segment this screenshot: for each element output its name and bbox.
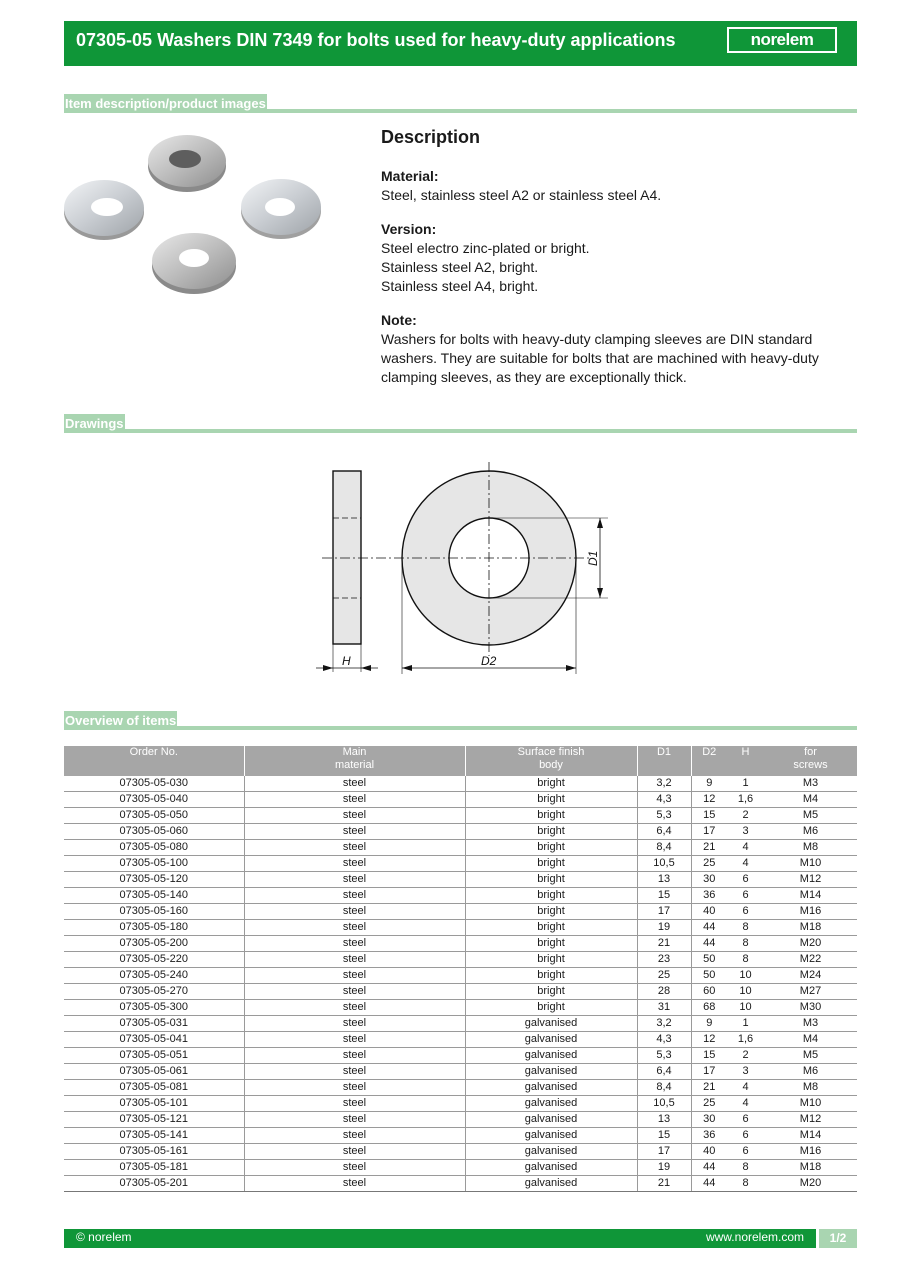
table-cell: steel [244,952,465,968]
table-cell: M5 [764,808,857,824]
table-cell: 9 [691,1016,727,1032]
table-cell: steel [244,1000,465,1016]
table-cell: M14 [764,1128,857,1144]
table-row [64,1000,857,1016]
description-block [381,128,859,402]
table-cell: 07305-05-061 [64,1064,244,1080]
footer-url[interactable]: www.norelem.com [705,1230,804,1244]
table-cell: 10,5 [637,856,691,872]
table-cell: 4,3 [637,792,691,808]
table-cell: bright [465,792,637,808]
table-cell: galvanised [465,1048,637,1064]
table-cell: M12 [764,872,857,888]
page-number: 1/2 [819,1229,857,1248]
table-cell: 07305-05-140 [64,888,244,904]
table-cell: 15 [637,888,691,904]
table-cell: M4 [764,792,857,808]
table-cell: 50 [691,952,727,968]
table-cell: steel [244,904,465,920]
table-row [64,1080,857,1096]
table-row [64,1160,857,1176]
table-cell: M6 [764,824,857,840]
section-overview [64,708,857,730]
table-cell: 2 [727,1048,764,1064]
table-cell: 15 [637,1128,691,1144]
table-cell: 07305-05-121 [64,1112,244,1128]
table-cell: 07305-05-300 [64,1000,244,1016]
section-label: Overview of items [65,713,177,728]
table-cell: 44 [691,936,727,952]
table-cell: steel [244,1144,465,1160]
items-table [64,746,857,1192]
table-row [64,984,857,1000]
table-cell: steel [244,1176,465,1192]
table-row [64,1176,857,1192]
table-cell: M22 [764,952,857,968]
table-header-row [64,746,857,776]
table-cell: 10 [727,1000,764,1016]
table-cell: 4 [727,1096,764,1112]
washers-product-image [64,128,324,298]
table-cell: 3,2 [637,776,691,792]
table-cell: bright [465,856,637,872]
table-cell: 44 [691,1160,727,1176]
table-cell: 1 [727,776,764,792]
footer-bar [64,1229,816,1248]
dimension-label-h: H [342,654,351,668]
table-cell: 3 [727,824,764,840]
table-row [64,952,857,968]
table-cell: galvanised [465,1128,637,1144]
table-row [64,936,857,952]
section-images [64,91,857,113]
table-cell: M14 [764,888,857,904]
table-cell: M20 [764,936,857,952]
table-cell: galvanised [465,1112,637,1128]
table-cell: 9 [691,776,727,792]
table-cell: M4 [764,1032,857,1048]
table-cell: galvanised [465,1160,637,1176]
header-for-screws: for screws [764,746,857,776]
table-cell: 8 [727,920,764,936]
table-cell: M18 [764,1160,857,1176]
table-cell: 30 [691,1112,727,1128]
table-cell: bright [465,872,637,888]
header-order-no: Order No. [64,746,244,776]
table-cell: 07305-05-051 [64,1048,244,1064]
table-cell: 5,3 [637,1048,691,1064]
note-text: Washers for bolts with heavy-duty clamping sleeves are DIN standard washers. They are suitable for bolts that are machined with heavy-duty clamping sleeves, as they are exceptionally thick. [381,331,819,385]
table-cell: 44 [691,920,727,936]
page-title: 07305-05 Washers DIN 7349 for bolts used for heavy-duty applications [76,30,676,50]
table-row [64,1048,857,1064]
table-cell: 6 [727,1144,764,1160]
side-view-rect [333,471,361,644]
table-cell: 6,4 [637,1064,691,1080]
table-cell: 8 [727,952,764,968]
table-cell: 10,5 [637,1096,691,1112]
table-cell: 4 [727,840,764,856]
header-d2: D2 [691,746,727,776]
table-cell: 13 [637,872,691,888]
table-cell: 19 [637,1160,691,1176]
version-line: Steel electro zinc-plated or bright. [381,240,590,256]
table-cell: 68 [691,1000,727,1016]
table-cell: 13 [637,1112,691,1128]
table-cell: bright [465,888,637,904]
table-cell: 21 [691,840,727,856]
table-cell: 07305-05-100 [64,856,244,872]
version-line: Stainless steel A2, bright. [381,259,539,275]
table-cell: steel [244,1096,465,1112]
table-row [64,968,857,984]
table-cell: 15 [691,808,727,824]
table-cell: 07305-05-181 [64,1160,244,1176]
table-cell: 17 [637,1144,691,1160]
table-cell: 60 [691,984,727,1000]
table-row [64,1144,857,1160]
table-cell: galvanised [465,1080,637,1096]
table-row [64,872,857,888]
table-row [64,1016,857,1032]
table-cell: 5,3 [637,808,691,824]
table-cell: 12 [691,792,727,808]
section-bar [64,429,857,433]
section-label: Drawings [65,416,124,431]
section-label: Item description/product images [65,96,266,111]
table-cell: 50 [691,968,727,984]
footer-copyright: © norelem [76,1230,132,1244]
header-main-material: Main material [244,746,465,776]
table-cell: 44 [691,1176,727,1192]
table-cell: 07305-05-080 [64,840,244,856]
table-row [64,920,857,936]
table-cell: M20 [764,1176,857,1192]
description-heading: Description [381,127,481,147]
washer-top [148,135,226,192]
table-cell: M24 [764,968,857,984]
table-cell: bright [465,808,637,824]
table-cell: 07305-05-040 [64,792,244,808]
table-cell: 21 [637,1176,691,1192]
table-cell: 4 [727,1080,764,1096]
table-cell: 17 [691,824,727,840]
table-cell: 17 [691,1064,727,1080]
table-cell: steel [244,920,465,936]
table-cell: 3,2 [637,1016,691,1032]
table-cell: 23 [637,952,691,968]
table-cell: galvanised [465,1144,637,1160]
table-cell: steel [244,1016,465,1032]
table-body [64,776,857,1192]
table-row [64,1096,857,1112]
table-cell: 4 [727,856,764,872]
table-cell: 3 [727,1064,764,1080]
table-cell: galvanised [465,1096,637,1112]
table-cell: bright [465,776,637,792]
table-cell: M27 [764,984,857,1000]
table-row [64,840,857,856]
norelem-logo [727,27,837,53]
header-h: H [727,746,764,776]
table-cell: steel [244,1048,465,1064]
washer-bottom [152,233,236,294]
table-cell: 6,4 [637,824,691,840]
material-label: Material: [381,168,439,184]
table-cell: 25 [691,1096,727,1112]
table-cell: 07305-05-161 [64,1144,244,1160]
table-cell: 07305-05-101 [64,1096,244,1112]
table-cell: 30 [691,872,727,888]
table-cell: 21 [691,1080,727,1096]
table-cell: 10 [727,968,764,984]
table-row [64,904,857,920]
table-cell: 4,3 [637,1032,691,1048]
table-cell: bright [465,968,637,984]
table-cell: 31 [637,1000,691,1016]
table-cell: 6 [727,1128,764,1144]
table-cell: 07305-05-120 [64,872,244,888]
table-cell: steel [244,792,465,808]
table-row [64,1112,857,1128]
table-cell: 1,6 [727,792,764,808]
section-bar [64,726,857,730]
table-cell: 07305-05-030 [64,776,244,792]
table-cell: 6 [727,904,764,920]
table-cell: M12 [764,1112,857,1128]
table-cell: steel [244,872,465,888]
table-cell: steel [244,856,465,872]
table-cell: M18 [764,920,857,936]
table-cell: 40 [691,904,727,920]
table-row [64,856,857,872]
table-row [64,888,857,904]
table-cell: M8 [764,1080,857,1096]
section-drawings [64,411,857,433]
table-cell: 07305-05-180 [64,920,244,936]
table-cell: 25 [691,856,727,872]
table-cell: galvanised [465,1032,637,1048]
table-cell: bright [465,936,637,952]
header-surface-finish: Surface finish body [465,746,637,776]
table-cell: steel [244,1080,465,1096]
table-cell: steel [244,936,465,952]
table-cell: 07305-05-200 [64,936,244,952]
table-cell: 10 [727,984,764,1000]
table-row [64,1128,857,1144]
table-cell: galvanised [465,1176,637,1192]
material-text: Steel, stainless steel A2 or stainless steel A4. [381,187,662,203]
washer-left [64,180,144,240]
table-cell: steel [244,1160,465,1176]
table-cell: 21 [637,936,691,952]
table-row [64,1032,857,1048]
table-cell: steel [244,776,465,792]
table-cell: 25 [637,968,691,984]
version-label: Version: [381,221,437,237]
table-cell: 07305-05-220 [64,952,244,968]
technical-drawing [300,456,620,686]
table-cell: 07305-05-160 [64,904,244,920]
table-cell: 07305-05-141 [64,1128,244,1144]
table-cell: 8 [727,936,764,952]
table-cell: 07305-05-031 [64,1016,244,1032]
table-cell: steel [244,1064,465,1080]
note-label: Note: [381,312,417,328]
table-cell: 2 [727,808,764,824]
page-header [64,21,857,66]
logo-text: norelem [750,30,814,49]
table-cell: 28 [637,984,691,1000]
table-cell: 07305-05-201 [64,1176,244,1192]
table-cell: M10 [764,856,857,872]
table-cell: bright [465,920,637,936]
table-cell: 07305-05-081 [64,1080,244,1096]
table-cell: steel [244,808,465,824]
table-cell: steel [244,824,465,840]
table-row [64,792,857,808]
table-cell: M3 [764,776,857,792]
table-cell: 8 [727,1176,764,1192]
table-cell: 19 [637,920,691,936]
table-cell: steel [244,968,465,984]
table-row [64,808,857,824]
washer-right [241,179,321,239]
table-cell: 6 [727,1112,764,1128]
table-cell: M16 [764,1144,857,1160]
table-cell: steel [244,1112,465,1128]
table-cell: 07305-05-041 [64,1032,244,1048]
table-cell: 07305-05-060 [64,824,244,840]
table-cell: bright [465,904,637,920]
table-cell: 8 [727,1160,764,1176]
table-cell: M10 [764,1096,857,1112]
table-cell: bright [465,1000,637,1016]
table-cell: 07305-05-270 [64,984,244,1000]
table-cell: M5 [764,1048,857,1064]
table-cell: galvanised [465,1016,637,1032]
table-cell: bright [465,952,637,968]
table-cell: 36 [691,888,727,904]
table-cell: 17 [637,904,691,920]
dimension-label-d1: D1 [586,550,600,566]
table-row [64,824,857,840]
page-footer [64,1229,857,1248]
table-cell: steel [244,984,465,1000]
table-cell: M3 [764,1016,857,1032]
table-cell: bright [465,984,637,1000]
header-d1: D1 [637,746,691,776]
table-row [64,1064,857,1080]
dimension-label-d2: D2 [481,654,497,668]
table-cell: steel [244,1032,465,1048]
version-line: Stainless steel A4, bright. [381,278,539,294]
table-cell: 1,6 [727,1032,764,1048]
table-cell: 8,4 [637,840,691,856]
table-cell: M8 [764,840,857,856]
table-cell: 07305-05-050 [64,808,244,824]
table-cell: 6 [727,872,764,888]
table-cell: 1 [727,1016,764,1032]
table-cell: 07305-05-240 [64,968,244,984]
table-cell: 8,4 [637,1080,691,1096]
table-cell: bright [465,824,637,840]
table-cell: 6 [727,888,764,904]
table-cell: 36 [691,1128,727,1144]
table-cell: steel [244,840,465,856]
table-cell: 15 [691,1048,727,1064]
table-cell: M30 [764,1000,857,1016]
table-cell: 12 [691,1032,727,1048]
table-row [64,776,857,792]
table-cell: 40 [691,1144,727,1160]
table-cell: steel [244,1128,465,1144]
table-cell: M6 [764,1064,857,1080]
table-cell: steel [244,888,465,904]
table-cell: bright [465,840,637,856]
table-cell: galvanised [465,1064,637,1080]
table-cell: M16 [764,904,857,920]
